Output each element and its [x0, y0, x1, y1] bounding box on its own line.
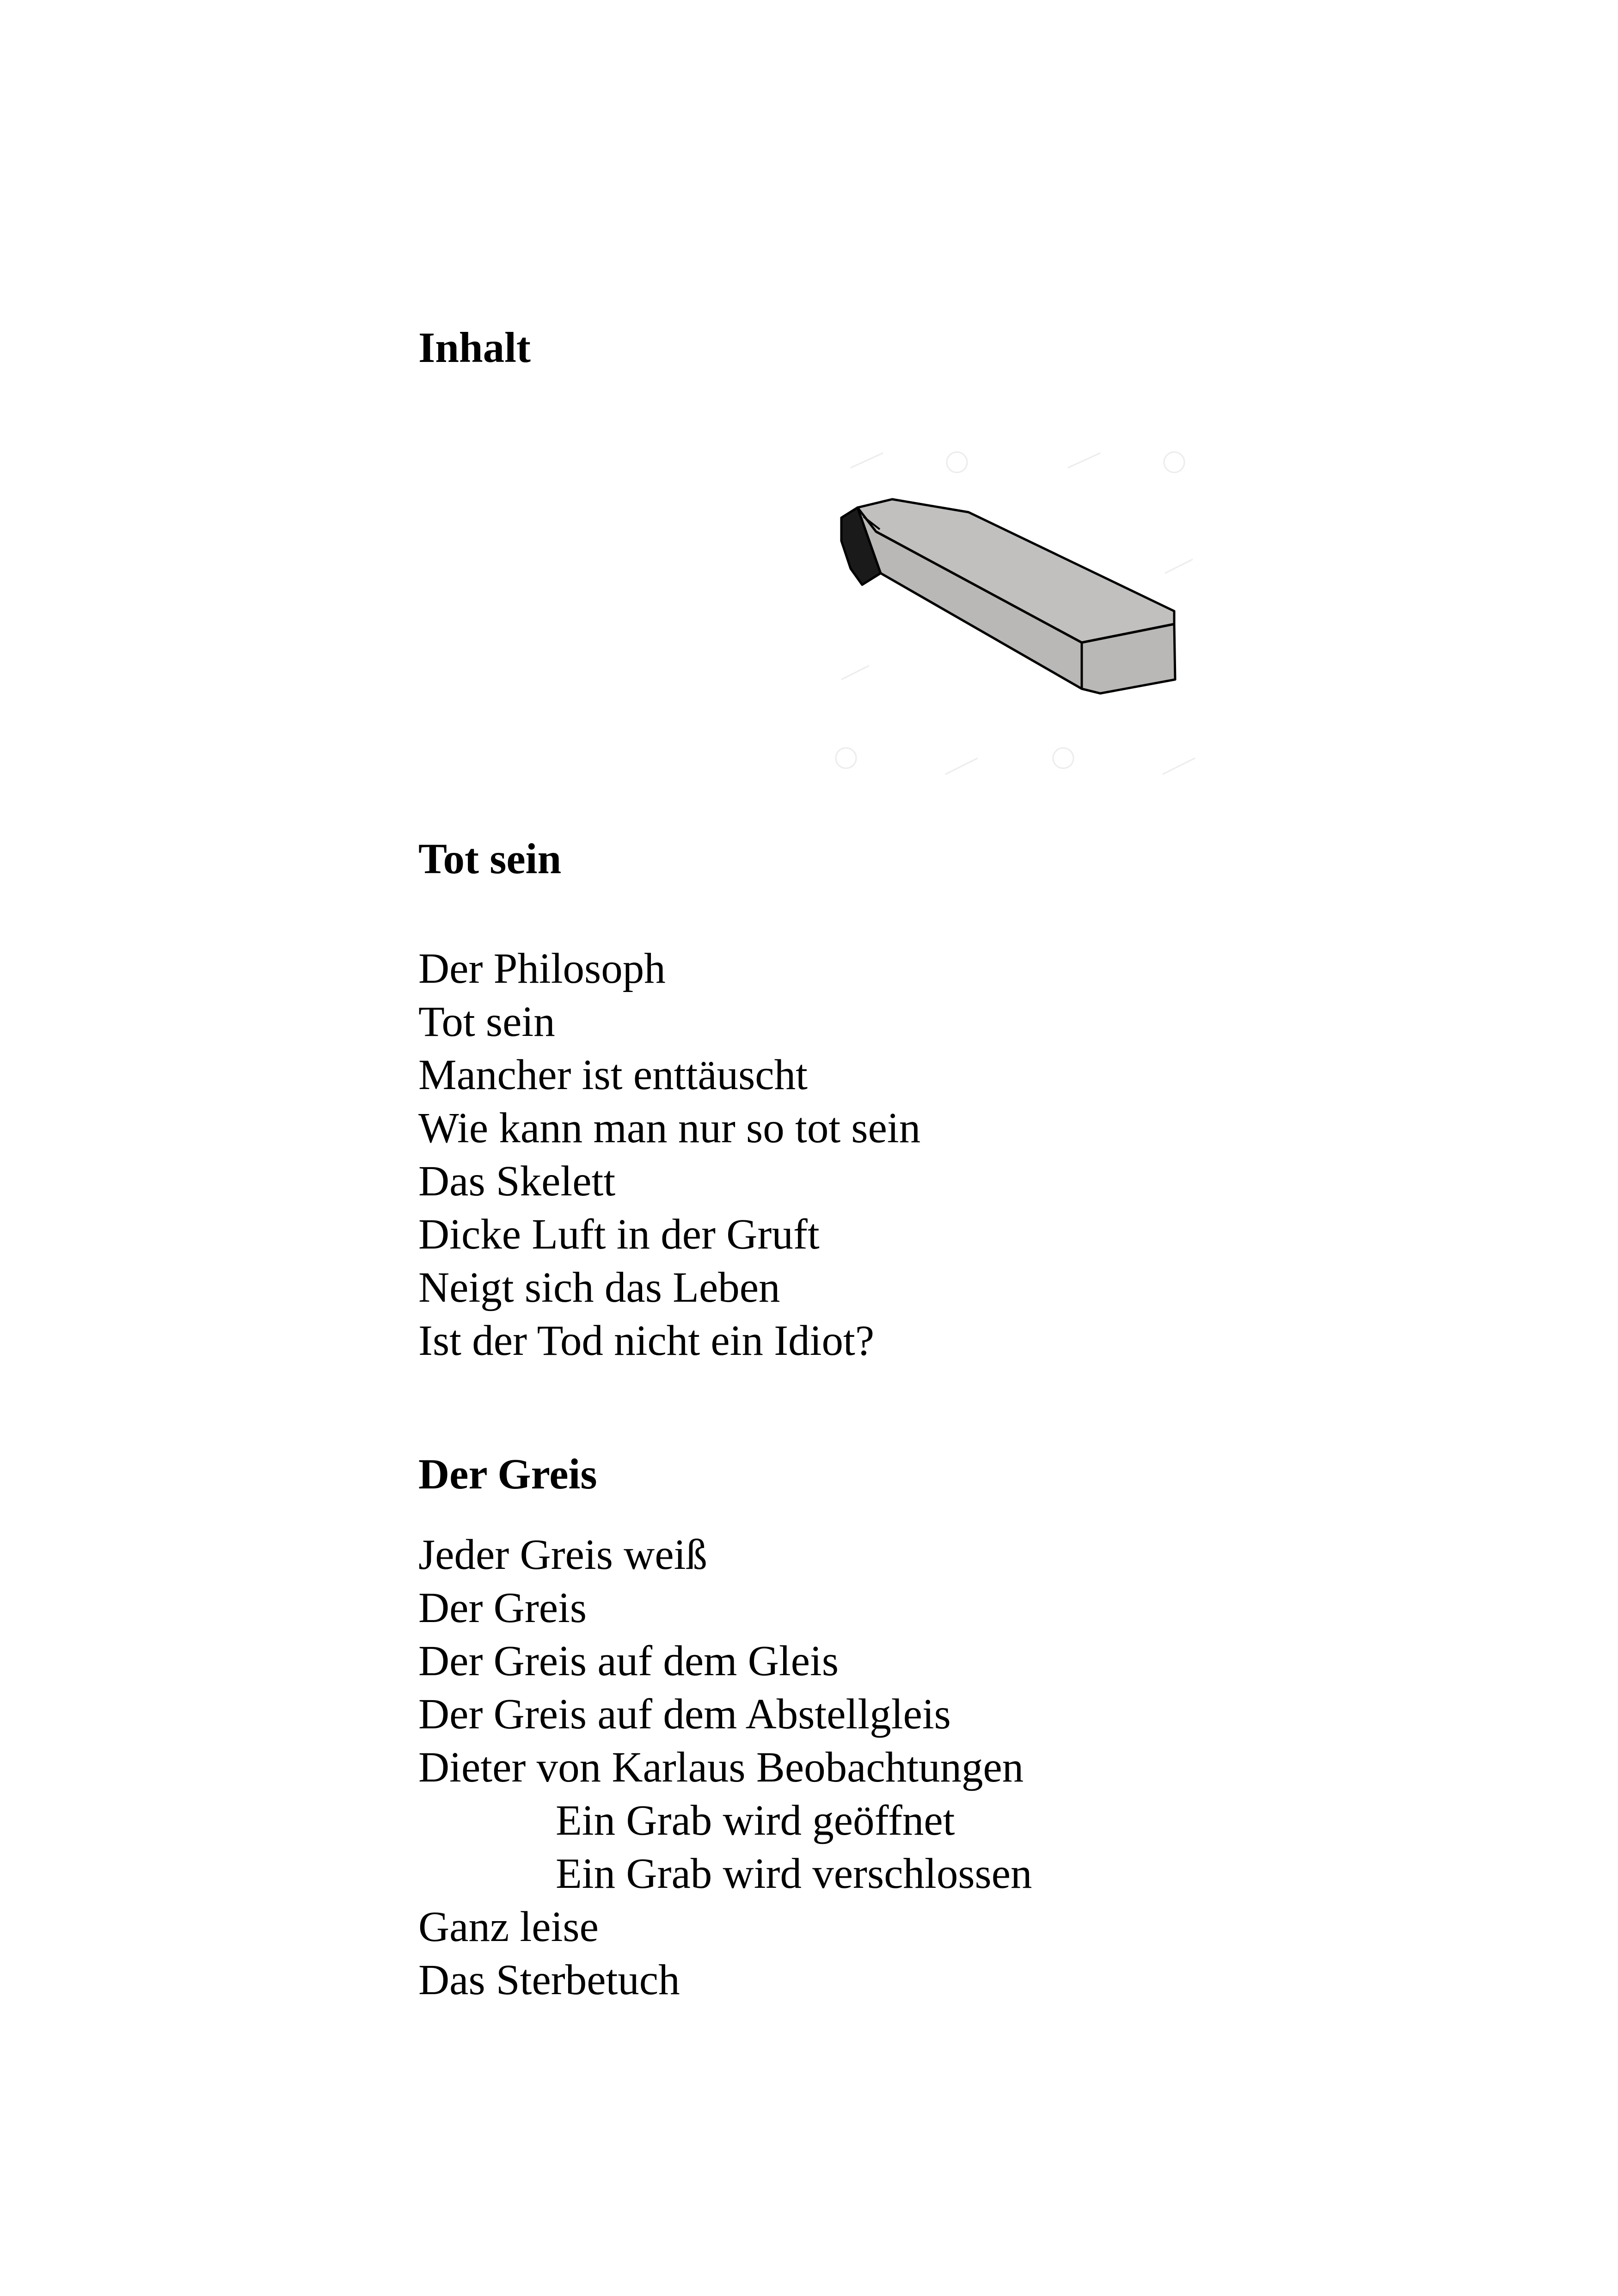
toc-entry: Mancher ist enttäuscht — [418, 1051, 808, 1099]
toc-entry: Der Philosoph — [418, 945, 666, 992]
toc-entry: Wie kann man nur so tot sein — [418, 1104, 921, 1152]
toc-entry-indented: Ein Grab wird verschlossen — [556, 1850, 1032, 1898]
toc-entry: Neigt sich das Leben — [418, 1264, 780, 1311]
toc-entry: Dicke Luft in der Gruft — [418, 1211, 820, 1258]
section-title-tot-sein: Tot sein — [418, 835, 562, 883]
section-entries-tot-sein — [418, 942, 920, 1367]
toc-entry: Tot sein — [418, 998, 555, 1046]
toc-entry: Das Sterbetuch — [418, 1956, 680, 2004]
toc-entry: Jeder Greis weiß — [418, 1531, 707, 1579]
toc-title: Inhalt — [418, 324, 531, 372]
toc-entry-indented: Ein Grab wird geöffnet — [556, 1797, 955, 1844]
section-entries-der-greis — [418, 1528, 1032, 2007]
toc-entry: Ganz leise — [418, 1903, 599, 1951]
toc-entry: Der Greis — [418, 1584, 587, 1632]
toc-entry: Das Skelett — [418, 1157, 616, 1205]
section-title-der-greis: Der Greis — [418, 1451, 597, 1498]
toc-entry: Dieter von Karlaus Beobachtungen — [418, 1744, 1024, 1791]
coffin-icon — [832, 435, 1202, 804]
toc-entry: Der Greis auf dem Gleis — [418, 1637, 839, 1685]
toc-entry: Ist der Tod nicht ein Idiot? — [418, 1317, 875, 1365]
toc-entry: Der Greis auf dem Abstellgleis — [418, 1690, 951, 1738]
